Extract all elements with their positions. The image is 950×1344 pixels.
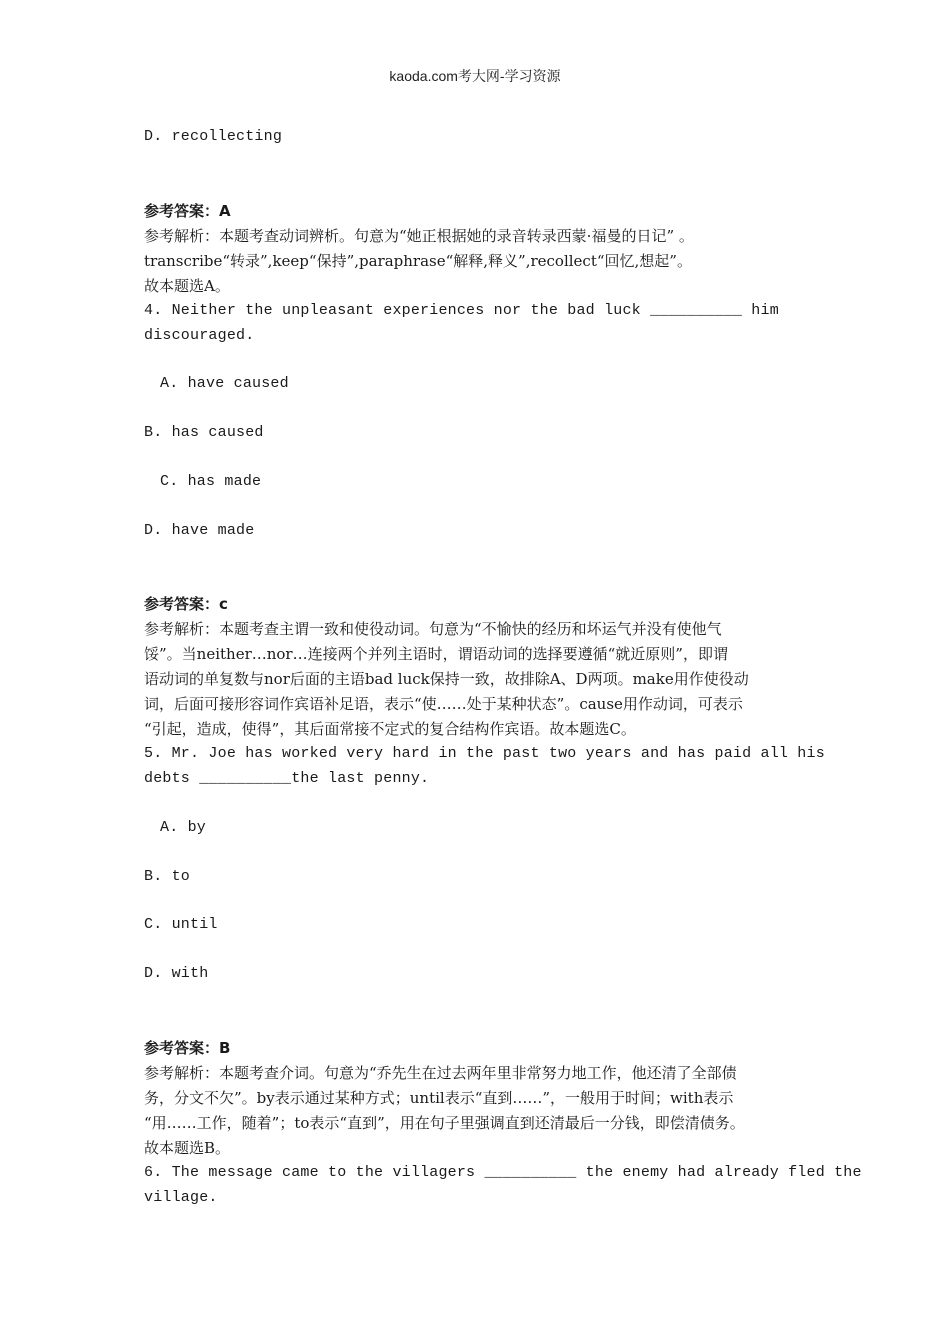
option-b-q4: B. has caused	[144, 424, 264, 441]
explanation-q5-line-4: 故本题选B。	[144, 1139, 231, 1157]
option-b-q5: B. to	[144, 868, 191, 885]
answer-q3: 参考答案：A	[144, 202, 231, 220]
explanation-q3-line-2: transcribe“转录”,keep“保持”,paraphrase“解释,释义”,recollect“回忆,想起”。	[144, 252, 692, 270]
explanation-q5-line-3: “用……工作，随着”；to表示“直到”，用在句子里强调直到还清最后一分钱，即偿清债务。	[144, 1114, 745, 1132]
explanation-q4-line-4: 词，后面可接形容词作宾语补足语，表示“使……处于某种状态”。cause用作动词，可表示	[144, 695, 743, 713]
option-d-q5: D. with	[144, 965, 209, 982]
explanation-q4-line-2: 馁”。当neither…nor…连接两个并列主语时，谓语动词的选择要遵循“就近原则”，即谓	[144, 645, 728, 663]
explanation-q4-line-3: 语动词的单复数与nor后面的主语bad luck保持一致，故排除A、D两项。make用作使役动	[144, 670, 749, 688]
option-d-q3: D. recollecting	[144, 128, 283, 145]
explanation-q4-line-1: 参考解析：本题考查主谓一致和使役动词。句意为“不愉快的经历和坏运气并没有使他气	[144, 620, 722, 638]
question-4-line-1: 4. Neither the unpleasant experiences nor the bad luck __________ him	[144, 302, 779, 319]
question-4-line-2: discouraged.	[144, 327, 255, 344]
answer-q5: 参考答案：B	[144, 1039, 231, 1057]
explanation-q3-line-3: 故本题选A。	[144, 277, 230, 295]
question-5-line-1: 5. Mr. Joe has worked very hard in the past two years and has paid all his	[144, 745, 825, 762]
option-c-q4: C. has made	[160, 473, 262, 490]
question-6-line-2: village.	[144, 1189, 218, 1206]
answer-q4: 参考答案：c	[144, 595, 228, 613]
option-a-q5: A. by	[160, 819, 207, 836]
explanation-q5-line-2: 务，分文不欠”。by表示通过某种方式；until表示“直到……”，一般用于时间；with表示	[144, 1089, 734, 1107]
explanation-q3-line-1: 参考解析：本题考查动词辨析。句意为“她正根据她的录音转录西蒙·福曼的日记” 。	[144, 227, 694, 245]
option-c-q5: C. until	[144, 916, 218, 933]
option-d-q4: D. have made	[144, 522, 255, 539]
page-header: kaoda.com考大网-学习资源	[389, 68, 561, 84]
question-5-line-2: debts __________the last penny.	[144, 770, 430, 787]
question-6-line-1: 6. The message came to the villagers __________ the enemy had already fled the	[144, 1164, 862, 1181]
option-a-q4: A. have caused	[160, 375, 289, 392]
explanation-q5-line-1: 参考解析：本题考查介词。句意为“乔先生在过去两年里非常努力地工作，他还清了全部债	[144, 1064, 737, 1082]
explanation-q4-line-5: “引起，造成，使得”，其后面常接不定式的复合结构作宾语。故本题选C。	[144, 720, 636, 738]
